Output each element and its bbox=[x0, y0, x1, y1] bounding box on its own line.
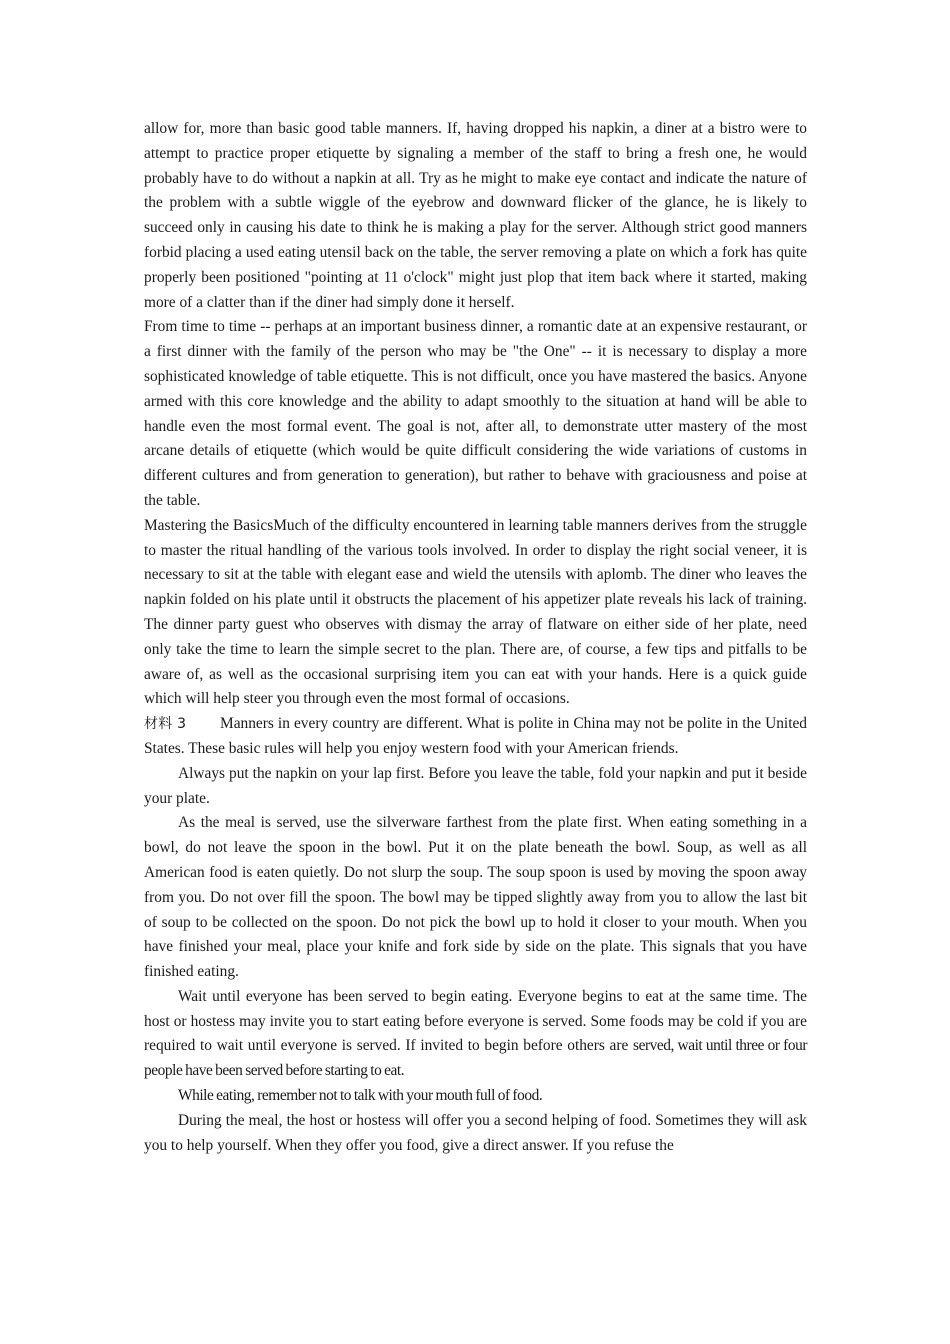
material3-label: 材料 3 bbox=[144, 716, 187, 733]
paragraph-mastering-basics: Mastering the BasicsMuch of the difficulty encountered in learning table manners derives from the struggle to master the ritual handling of the various tools involved. In order to display the right social veneer, it is necessary to sit at the table with elegant ease and wield the utensils with aplomb. The diner who leaves the napkin folded on his plate until it obstructs the placement of his appetizer plate reveals his lack of training. The dinner party guest who observes with dismay the array of flatware on either side of her plate, need only take the time to learn the simple secret to the plan. There are, of course, a few tips and pitfalls to be aware of, as well as the occasional surprising item you can eat with your hands. Here is a quick guide which will help steer you through even the most formal of occasions. bbox=[144, 516, 807, 708]
paragraph-silverware: As the meal is served, use the silverware farthest from the plate first. When eating something in a bowl, do not leave the spoon in the bowl. Put it on the plate beneath the bowl. Soup, as well as all American food is eaten quietly. Do not slurp the soup. The soup spoon is used by moving the spoon away from you. Do not over fill the spoon. The bowl may be tipped slightly away from you to allow the last bit of soup to be collected on the spoon. Do not pick the bowl up to hold it closer to your mouth. When you have finished your meal, place your knife and fork side by side on the plate. This signals that you have finished eating. bbox=[144, 814, 807, 981]
material3-intro-paragraph bbox=[144, 712, 807, 762]
paragraph-wait-served-text: Wait until everyone has been served to begin eating. Everyone begins to eat at the same time. The host or hostess may invite you to start eating before everyone is served. Some foods may be cold if you are required to wait until everyone is served. If invited to begin before others are bbox=[144, 987, 807, 1055]
paragraph-second-helping: During the meal, the host or hostess will offer you a second helping of food. Sometimes they will ask you to help yourself. When they offer you food, give a direct answer. If you refuse the bbox=[144, 1111, 807, 1154]
document-page bbox=[144, 117, 807, 1158]
paragraph-napkin: Always put the napkin on your lap first. Before you leave the table, fold your napkin and put it beside your plate. bbox=[144, 764, 807, 807]
paragraph-sophisticated-etiquette: From time to time -- perhaps at an important business dinner, a romantic date at an expensive restaurant, or a first dinner with the family of the person who may be "the One" -- it is necessary to display a more sophisticated knowledge of table etiquette. This is not difficult, once you have mastered the basics. Anyone armed with this core knowledge and the ability to adapt smoothly to the situation at hand will be able to handle even the most formal event. The goal is not, after all, to demonstrate utter mastery of the most arcane details of etiquette (which would be quite difficult considering the wide variations of customs in different cultures and from generation to generation), but rather to behave with graciousness and poise at the table. bbox=[144, 318, 807, 509]
paragraph-mouth-full: While eating, remember not to talk with your mouth full of food. bbox=[178, 1087, 543, 1105]
paragraph-bistro-etiquette: allow for, more than basic good table manners. If, having dropped his napkin, a diner at a bistro were to attempt to practice proper etiquette by signaling a member of the staff to bring a fresh one, he would probably have to do without a napkin at all. Try as he might to make eye contact and indicate the nature of the problem with a subtle wiggle of the eyebrow and downward flicker of the glance, he is likely to succeed only in causing his date to think he is making a play for the server. Although strict good manners forbid placing a used eating utensil back on the table, the server removing a plate on which a fork has quite properly been positioned "pointing at 11 o'clock" might just plop that item back where it started, making more of a clatter than if the diner had simply done it herself. bbox=[144, 120, 807, 311]
paragraph-wait-served-tail: served, wait until three or four people have been served before starting to eat. bbox=[144, 1037, 807, 1080]
paragraph-wait-served bbox=[144, 985, 807, 1084]
material3-intro-text: Manners in every country are different. What is polite in China may not be polite in the United States. These basic rules will help you enjoy western food with your American friends. bbox=[144, 715, 807, 757]
